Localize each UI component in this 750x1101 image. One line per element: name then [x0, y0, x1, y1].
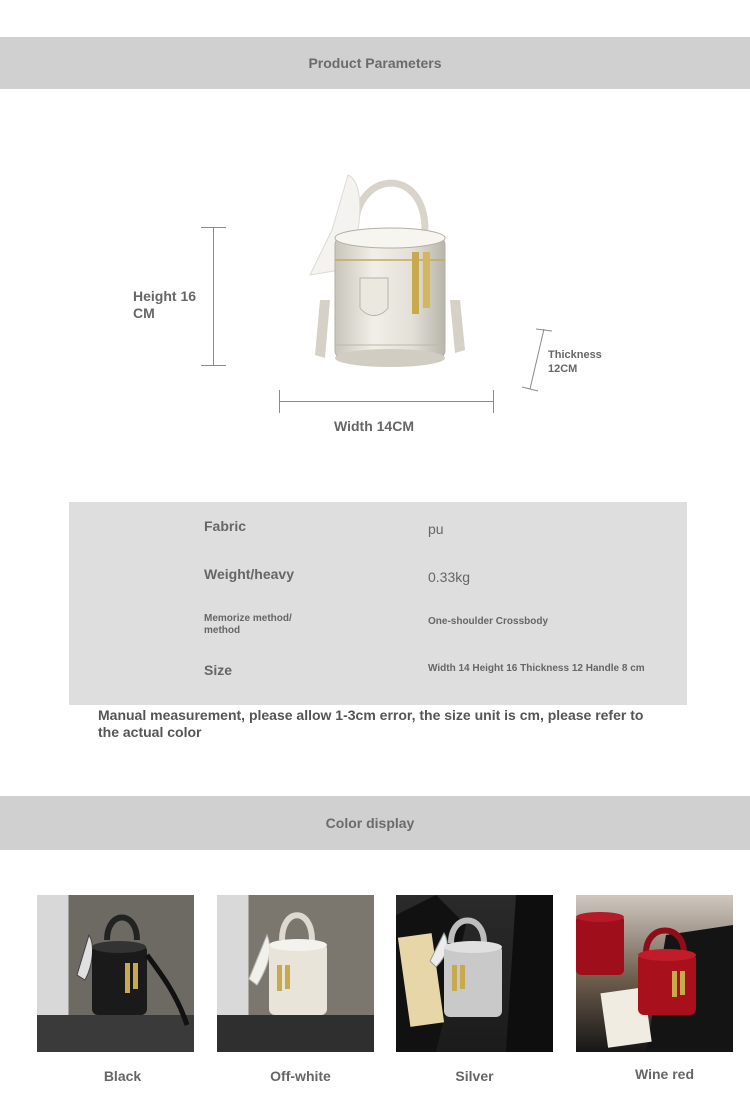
height-cap-bottom [201, 365, 226, 366]
color-swatch-silver[interactable] [396, 895, 553, 1052]
section-title: Product Parameters [308, 55, 442, 71]
color-label-wine-red: Wine red [635, 1066, 694, 1082]
section-header-colors [0, 796, 750, 850]
color-label-silver: Silver [455, 1068, 494, 1084]
section-header-parameters [0, 37, 750, 89]
spec-value: One-shoulder Crossbody [428, 616, 549, 627]
spec-key: Memorize method/ method [204, 613, 292, 636]
section-title: Color display [325, 815, 415, 831]
bag-photo-silver [396, 895, 553, 1052]
color-label-black: Black [103, 1068, 142, 1084]
spec-value: pu [428, 521, 444, 537]
bag-photo-wine-red [576, 895, 733, 1052]
color-swatch-wine-red[interactable] [576, 895, 733, 1052]
color-label-off-white: Off-white [270, 1068, 331, 1084]
spec-key: Size [204, 662, 233, 678]
height-line [213, 227, 214, 366]
spec-key: Fabric [204, 518, 247, 534]
spec-table [69, 502, 687, 705]
width-cap-left [279, 390, 280, 413]
height-cap-top [201, 227, 226, 228]
spec-value: 0.33kg [428, 569, 471, 585]
spec-key: Weight/heavy [204, 566, 294, 582]
width-line [279, 401, 494, 402]
measurement-note: Manual measurement, please allow 1-3cm error, the size unit is cm, please refer to the actual color [98, 707, 644, 740]
bag-illustration [300, 160, 480, 375]
spec-value: Width 14 Height 16 Thickness 12 Handle 8 cm [428, 663, 645, 674]
width-label: Width 14CM [334, 418, 414, 434]
thickness-label: Thickness 12CM [548, 349, 602, 375]
width-cap-right [493, 390, 494, 413]
height-label: Height 16 CM [133, 288, 197, 321]
bag-photo-off-white [217, 895, 374, 1052]
color-swatch-off-white[interactable] [217, 895, 374, 1052]
color-swatch-black[interactable] [37, 895, 194, 1052]
bag-photo-black [37, 895, 194, 1052]
